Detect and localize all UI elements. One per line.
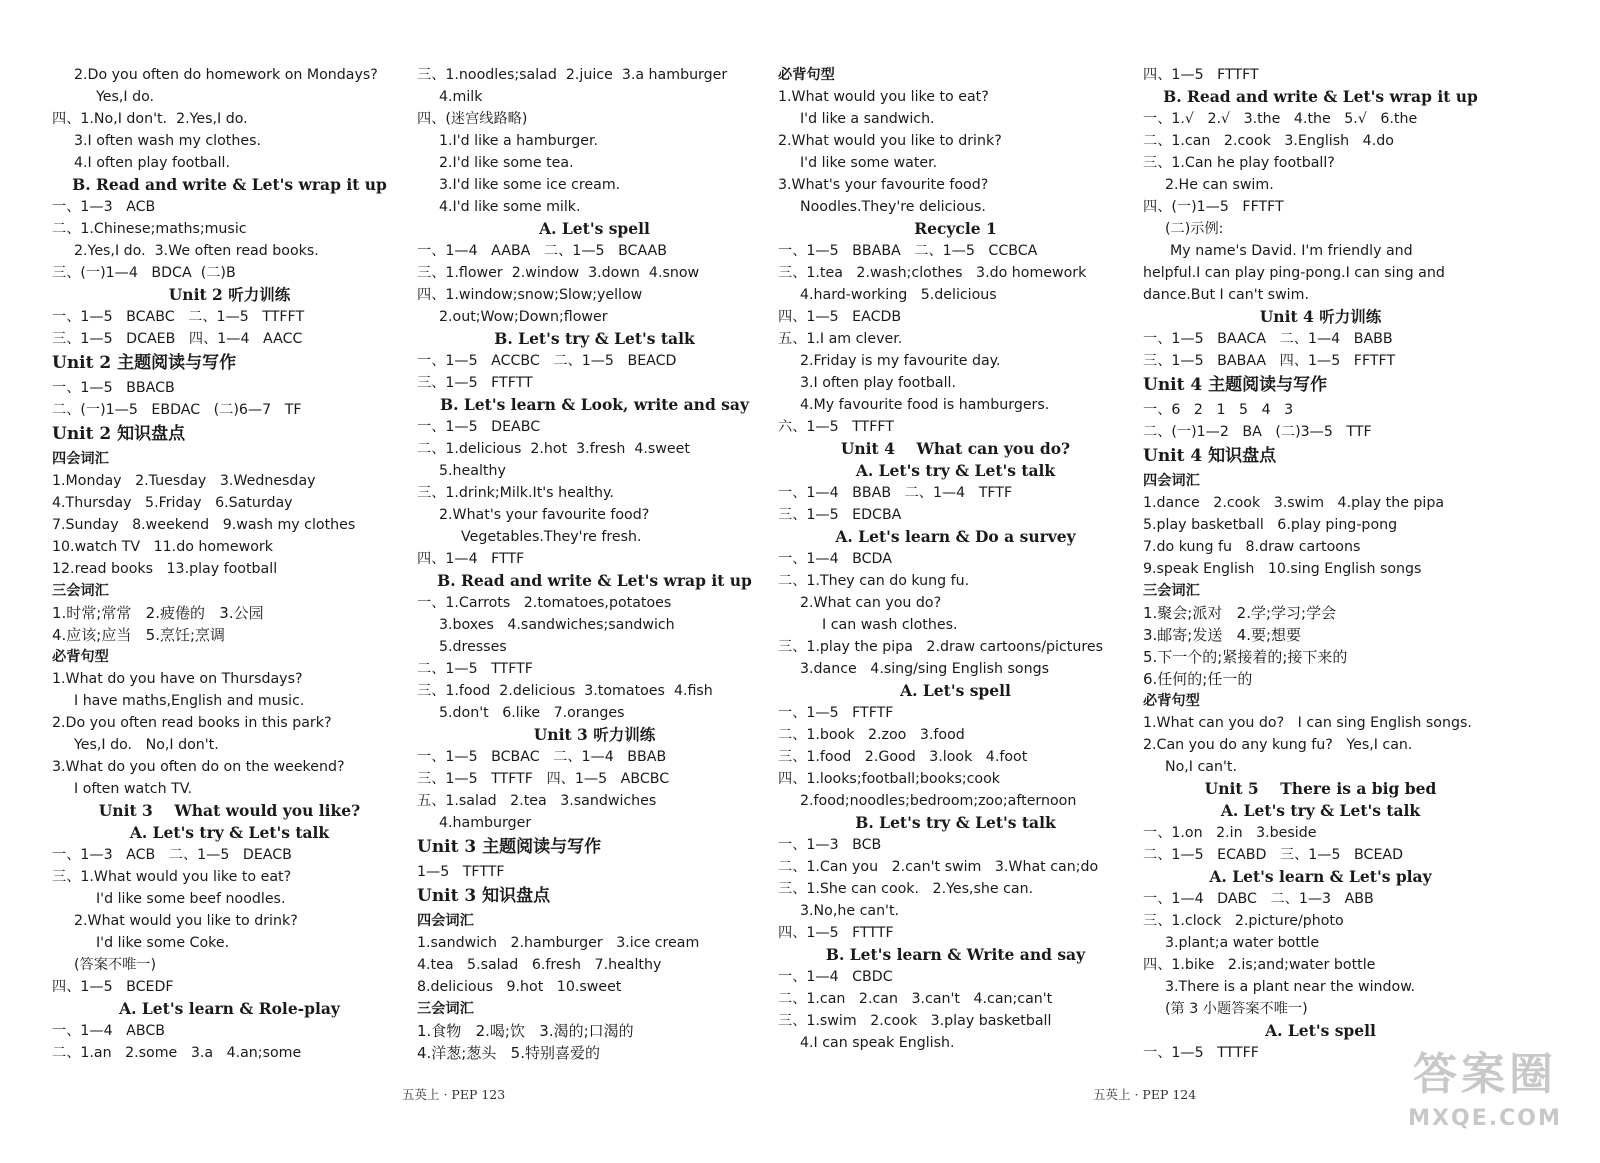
answer-line: 5.don't 6.like 7.oranges	[439, 705, 625, 721]
answer-line: 四、1.bike 2.is;and;water bottle	[1143, 957, 1376, 973]
section-heading: Unit 2 知识盘点	[52, 424, 186, 444]
answer-line: 四、1—5 FTTTF	[778, 925, 894, 941]
subsection-heading: 必背句型	[52, 649, 109, 665]
subsection-heading: 四会词汇	[1143, 473, 1200, 489]
answer-line: 四、1—5 FTTFT	[1143, 67, 1259, 83]
answer-line: 4.I can speak English.	[800, 1035, 955, 1051]
answer-line: 一、1—4 ABCB	[52, 1023, 165, 1039]
answer-line: 四、(一)1—5 FFTFT	[1143, 199, 1284, 215]
answer-line: I'd like some water.	[800, 155, 938, 171]
answer-line: 4.hamburger	[439, 815, 532, 831]
section-heading: Unit 3 知识盘点	[417, 886, 551, 906]
section-heading: Unit 4 主题阅读与写作	[1143, 375, 1328, 395]
section-heading: A. Let's spell	[539, 219, 650, 238]
answer-line: 2.Can you do any kung fu? Yes,I can.	[1143, 737, 1413, 753]
answer-line: 四、1—4 FTTF	[417, 551, 525, 567]
answer-line: 一、1—4 AABA 二、1—5 BCAAB	[417, 243, 667, 259]
answer-line: 2.What's your favourite food?	[439, 507, 650, 523]
subsection-heading: 必背句型	[1143, 693, 1200, 709]
answer-line: 3.dance 4.sing/sing English songs	[800, 661, 1049, 677]
answer-line: 4.My favourite food is hamburgers.	[800, 397, 1050, 413]
answer-line: 三、1—5 FTFTT	[417, 375, 533, 391]
section-heading: Unit 4 What can you do?	[840, 439, 1071, 458]
answer-line: 四、1—5 EACDB	[778, 309, 902, 325]
answer-line: 二、1—5 ECABD 三、1—5 BCEAD	[1143, 847, 1404, 863]
answer-line: 12.read books 13.play football	[52, 561, 278, 577]
answer-line: 4.应该;应当 5.烹饪;烹调	[52, 626, 226, 644]
answer-line: 4.Thursday 5.Friday 6.Saturday	[52, 495, 293, 511]
answer-line: 三、1.tea 2.wash;clothes 3.do homework	[778, 265, 1087, 281]
answer-line: 1.时常;常常 2.疲倦的 3.公园	[52, 604, 264, 622]
answer-line: 3.What do you often do on the weekend?	[52, 759, 345, 775]
subsection-heading: 三会词汇	[1143, 583, 1200, 599]
subsection-heading: 必背句型	[778, 67, 835, 83]
answer-line: 三、1.Can he play football?	[1143, 155, 1335, 171]
answer-line: I'd like a sandwich.	[800, 111, 935, 127]
answer-line: No,I can't.	[1165, 759, 1237, 775]
answer-line: 3.What's your favourite food?	[778, 177, 989, 193]
answer-line: 5.healthy	[439, 463, 506, 479]
section-heading: A. Let's learn & Role-play	[119, 999, 340, 1018]
answer-line: 2.out;Wow;Down;flower	[439, 309, 608, 325]
answer-line: 4.tea 5.salad 6.fresh 7.healthy	[417, 957, 662, 973]
answer-line: 4.hard-working 5.delicious	[800, 287, 997, 303]
answer-line: 3.No,he can't.	[800, 903, 900, 919]
section-heading: B. Let's learn & Write and say	[825, 945, 1086, 964]
answer-line: 3.I'd like some ice cream.	[439, 177, 621, 193]
section-heading: Unit 2 听力训练	[168, 285, 291, 304]
answer-line: 五、1.I am clever.	[778, 331, 903, 347]
answer-column-2	[417, 64, 772, 1064]
answer-line: 三、1.clock 2.picture/photo	[1143, 913, 1344, 929]
section-heading: Recycle 1	[914, 219, 997, 238]
answer-line: 二、(一)1—5 EBDAC (二)6—7 TF	[52, 402, 302, 418]
answer-line: 一、1—3 ACB 二、1—5 DEACB	[52, 847, 292, 863]
answer-line: 二、1.Chinese;maths;music	[52, 221, 247, 237]
answer-line: Vegetables.They're fresh.	[461, 529, 642, 545]
answer-line: 2.He can swim.	[1165, 177, 1274, 193]
section-heading: Unit 3 听力训练	[533, 725, 656, 744]
answer-line: 2.Do you often do homework on Mondays?	[74, 67, 378, 83]
answer-line: 四、1.looks;football;books;cook	[778, 771, 1001, 787]
answer-line: 二、1.Can you 2.can't swim 3.What can;do	[778, 859, 1099, 875]
answer-column-4	[1143, 64, 1498, 1064]
section-heading: Unit 4 知识盘点	[1143, 446, 1277, 466]
section-heading: Unit 3 主题阅读与写作	[417, 837, 602, 857]
answer-line: 一、1—5 BCABC 二、1—5 TTFFT	[52, 309, 305, 325]
answer-line: I have maths,English and music.	[74, 693, 305, 709]
answer-line: (二)示例:	[1165, 221, 1224, 237]
section-heading: A. Let's spell	[900, 681, 1011, 700]
answer-line: 一、1—3 BCB	[778, 837, 882, 853]
section-heading: B. Let's try & Let's talk	[855, 813, 1056, 832]
answer-line: 一、1.Carrots 2.tomatoes,potatoes	[417, 595, 672, 611]
answer-line: 10.watch TV 11.do homework	[52, 539, 273, 555]
answer-line: 二、1.can 2.can 3.can't 4.can;can't	[778, 991, 1053, 1007]
answer-line: 一、1—4 BBAB 二、1—4 TFTF	[778, 485, 1013, 501]
subsection-heading: 三会词汇	[52, 583, 109, 599]
answer-line: I'd like some beef noodles.	[96, 891, 286, 907]
answer-line: 7.Sunday 8.weekend 9.wash my clothes	[52, 517, 356, 533]
answer-line: 一、1—4 DABC 二、1—3 ABB	[1143, 891, 1374, 907]
section-heading: A. Let's learn & Let's play	[1209, 867, 1432, 886]
answer-line: 2.What would you like to drink?	[778, 133, 1002, 149]
answer-column-1	[52, 64, 407, 1064]
section-heading: B. Let's learn & Look, write and say	[440, 395, 749, 414]
subsection-heading: 四会词汇	[417, 913, 474, 929]
answer-line: Yes,I do.	[96, 89, 155, 105]
answer-line: 三、1.flower 2.window 3.down 4.snow	[417, 265, 700, 281]
answer-line: dance.But I can't swim.	[1143, 287, 1309, 303]
answer-line: 2.Do you often read books in this park?	[52, 715, 332, 731]
answer-line: I'd like some Coke.	[96, 935, 230, 951]
answer-line: 一、1—5 DEABC	[417, 419, 541, 435]
answer-line: 一、1—5 BBACB	[52, 380, 175, 396]
section-heading: A. Let's try & Let's talk	[129, 823, 330, 842]
section-heading: B. Let's try & Let's talk	[494, 329, 695, 348]
answer-line: 4.I'd like some milk.	[439, 199, 581, 215]
answer-line: 1.What would you like to eat?	[778, 89, 989, 105]
answer-line: 三、1.She can cook. 2.Yes,she can.	[778, 881, 1034, 897]
section-heading: B. Read and write & Let's wrap it up	[72, 175, 387, 194]
answer-line: 一、1—5 TTTFF	[1143, 1045, 1259, 1061]
answer-line: 六、1—5 TTFFT	[778, 419, 894, 435]
answer-line: 三、1—5 BABAA 四、1—5 FFTFT	[1143, 353, 1396, 369]
answer-line: 5.dresses	[439, 639, 507, 655]
section-heading: Unit 3 What would you like?	[98, 801, 361, 820]
answer-line: 三、1.What would you like to eat?	[52, 869, 292, 885]
answer-line: 一、1—4 CBDC	[778, 969, 893, 985]
answer-line: 五、1.salad 2.tea 3.sandwiches	[417, 793, 657, 809]
subsection-heading: 四会词汇	[52, 451, 109, 467]
answer-line: 二、1.an 2.some 3.a 4.an;some	[52, 1045, 302, 1061]
answer-line: 4.洋葱;葱头 5.特别喜爱的	[417, 1044, 600, 1062]
answer-line: 一、1—5 BAACA 二、1—4 BABB	[1143, 331, 1393, 347]
answer-line: 三、1—5 TTFTF 四、1—5 ABCBC	[417, 771, 670, 787]
answer-line: I often watch TV.	[74, 781, 193, 797]
answer-line: 一、1—5 ACCBC 二、1—5 BEACD	[417, 353, 677, 369]
answer-line: 1.聚会;派对 2.学;学习;学会	[1143, 604, 1337, 622]
page-footer-left: 五英上 · PEP 123	[402, 1087, 506, 1102]
answer-line: 3.plant;a water bottle	[1165, 935, 1320, 951]
answer-line: 一、1.on 2.in 3.beside	[1143, 825, 1317, 841]
answer-line: 3.There is a plant near the window.	[1165, 979, 1416, 995]
answer-line: 5.play basketball 6.play ping-pong	[1143, 517, 1398, 533]
answer-line: 9.speak English 10.sing English songs	[1143, 561, 1422, 577]
answer-line: 3.I often wash my clothes.	[74, 133, 261, 149]
section-heading: A. Let's spell	[1265, 1021, 1376, 1040]
answer-line: Yes,I do. No,I don't.	[74, 737, 219, 753]
answer-line: 1.Monday 2.Tuesday 3.Wednesday	[52, 473, 316, 489]
answer-line: 2.What can you do?	[800, 595, 942, 611]
section-heading: A. Let's try & Let's talk	[1220, 801, 1421, 820]
answer-line: 3.I often play football.	[800, 375, 957, 391]
answer-line: 一、1.√ 2.√ 3.the 4.the 5.√ 6.the	[1143, 111, 1418, 127]
answer-line: 二、(一)1—2 BA (二)3—5 TTF	[1143, 424, 1372, 440]
answer-line: 5.下一个的;紧接着的;接下来的	[1143, 648, 1348, 666]
answer-line: 四、1.window;snow;Slow;yellow	[417, 287, 643, 303]
answer-line: 二、1.can 2.cook 3.English 4.do	[1143, 133, 1394, 149]
answer-line: 三、1.noodles;salad 2.juice 3.a hamburger	[417, 67, 728, 83]
watermark-url: MXQE.COM	[1408, 1106, 1562, 1131]
section-heading: A. Let's learn & Do a survey	[835, 527, 1076, 546]
answer-line: 三、1—5 EDCBA	[778, 507, 902, 523]
answer-line: 2.Friday is my favourite day.	[800, 353, 1001, 369]
answer-line: (第 3 小题答案不唯一)	[1165, 1001, 1308, 1017]
answer-line: 7.do kung fu 8.draw cartoons	[1143, 539, 1361, 555]
answer-line: 2.I'd like some tea.	[439, 155, 574, 171]
answer-line: Noodles.They're delicious.	[800, 199, 986, 215]
answer-line: 一、1—5 FTFTF	[778, 705, 894, 721]
answer-line: 1.What do you have on Thursdays?	[52, 671, 303, 687]
answer-line: 1.What can you do? I can sing English songs.	[1143, 715, 1472, 731]
section-heading: Unit 2 主题阅读与写作	[52, 353, 237, 373]
answer-line: 三、1.drink;Milk.It's healthy.	[417, 485, 614, 501]
answer-line: 二、1—5 TTFTF	[417, 661, 533, 677]
section-heading: B. Read and write & Let's wrap it up	[437, 571, 752, 590]
answer-line: 4.milk	[439, 89, 483, 105]
answer-line: 2.Yes,I do. 3.We often read books.	[74, 243, 319, 259]
answer-line: 三、1.play the pipa 2.draw cartoons/pictures	[778, 639, 1103, 655]
answer-line: 4.I often play football.	[74, 155, 231, 171]
answer-line: 一、1—3 ACB	[52, 199, 156, 215]
answer-line: 一、1—5 BBABA 二、1—5 CCBCA	[778, 243, 1038, 259]
section-heading: A. Let's try & Let's talk	[855, 461, 1056, 480]
answer-line: (答案不唯一)	[74, 957, 157, 973]
answer-line: 1.dance 2.cook 3.swim 4.play the pipa	[1143, 495, 1445, 511]
answer-line: 2.What would you like to drink?	[74, 913, 298, 929]
answer-line: 一、1—5 BCBAC 二、1—4 BBAB	[417, 749, 667, 765]
subsection-heading: 三会词汇	[417, 1001, 474, 1017]
answer-line: 8.delicious 9.hot 10.sweet	[417, 979, 622, 995]
answer-line: 四、(迷宫线路略)	[417, 111, 528, 127]
answer-column-3	[778, 64, 1133, 1054]
answer-line: 1.I'd like a hamburger.	[439, 133, 599, 149]
answer-line: 三、1.food 2.Good 3.look 4.foot	[778, 749, 1028, 765]
answer-line: helpful.I can play ping-pong.I can sing and	[1143, 265, 1445, 281]
answer-line: 四、1.No,I don't. 2.Yes,I do.	[52, 111, 248, 127]
answer-line: 3.邮寄;发送 4.要;想要	[1143, 626, 1302, 644]
page-footer-right: 五英上 · PEP 124	[1093, 1087, 1197, 1102]
answer-line: 3.boxes 4.sandwiches;sandwich	[439, 617, 675, 633]
answer-line: 三、1—5 DCAEB 四、1—4 AACC	[52, 331, 303, 347]
answer-line: 三、(一)1—4 BDCA (二)B	[52, 265, 236, 281]
site-watermark	[1400, 1045, 1570, 1145]
answer-line: 1—5 TFTTF	[417, 864, 505, 880]
answer-line: 二、1.They can do kung fu.	[778, 573, 970, 589]
answer-line: 1.食物 2.喝;饮 3.渴的;口渴的	[417, 1022, 634, 1040]
answer-line: 一、6 2 1 5 4 3	[1143, 402, 1294, 418]
answer-line: My name's David. I'm friendly and	[1143, 243, 1413, 259]
answer-line: 1.sandwich 2.hamburger 3.ice cream	[417, 935, 700, 951]
answer-line: 一、1—4 BCDA	[778, 551, 892, 567]
answer-line: I can wash clothes.	[822, 617, 958, 633]
answer-line: 三、1.swim 2.cook 3.play basketball	[778, 1013, 1052, 1029]
section-heading: Unit 5 There is a big bed	[1204, 779, 1437, 798]
section-heading: Unit 4 听力训练	[1259, 307, 1382, 326]
answer-line: 6.任何的;任一的	[1143, 670, 1253, 688]
answer-line: 二、1.delicious 2.hot 3.fresh 4.sweet	[417, 441, 690, 457]
answer-line: 四、1—5 BCEDF	[52, 979, 174, 995]
section-heading: B. Read and write & Let's wrap it up	[1163, 87, 1478, 106]
answer-line: 三、1.food 2.delicious 3.tomatoes 4.fish	[417, 683, 713, 699]
answer-line: 2.food;noodles;bedroom;zoo;afternoon	[800, 793, 1077, 809]
answer-line: 二、1.book 2.zoo 3.food	[778, 727, 965, 743]
watermark-logo-text: 答案圈	[1413, 1049, 1557, 1100]
